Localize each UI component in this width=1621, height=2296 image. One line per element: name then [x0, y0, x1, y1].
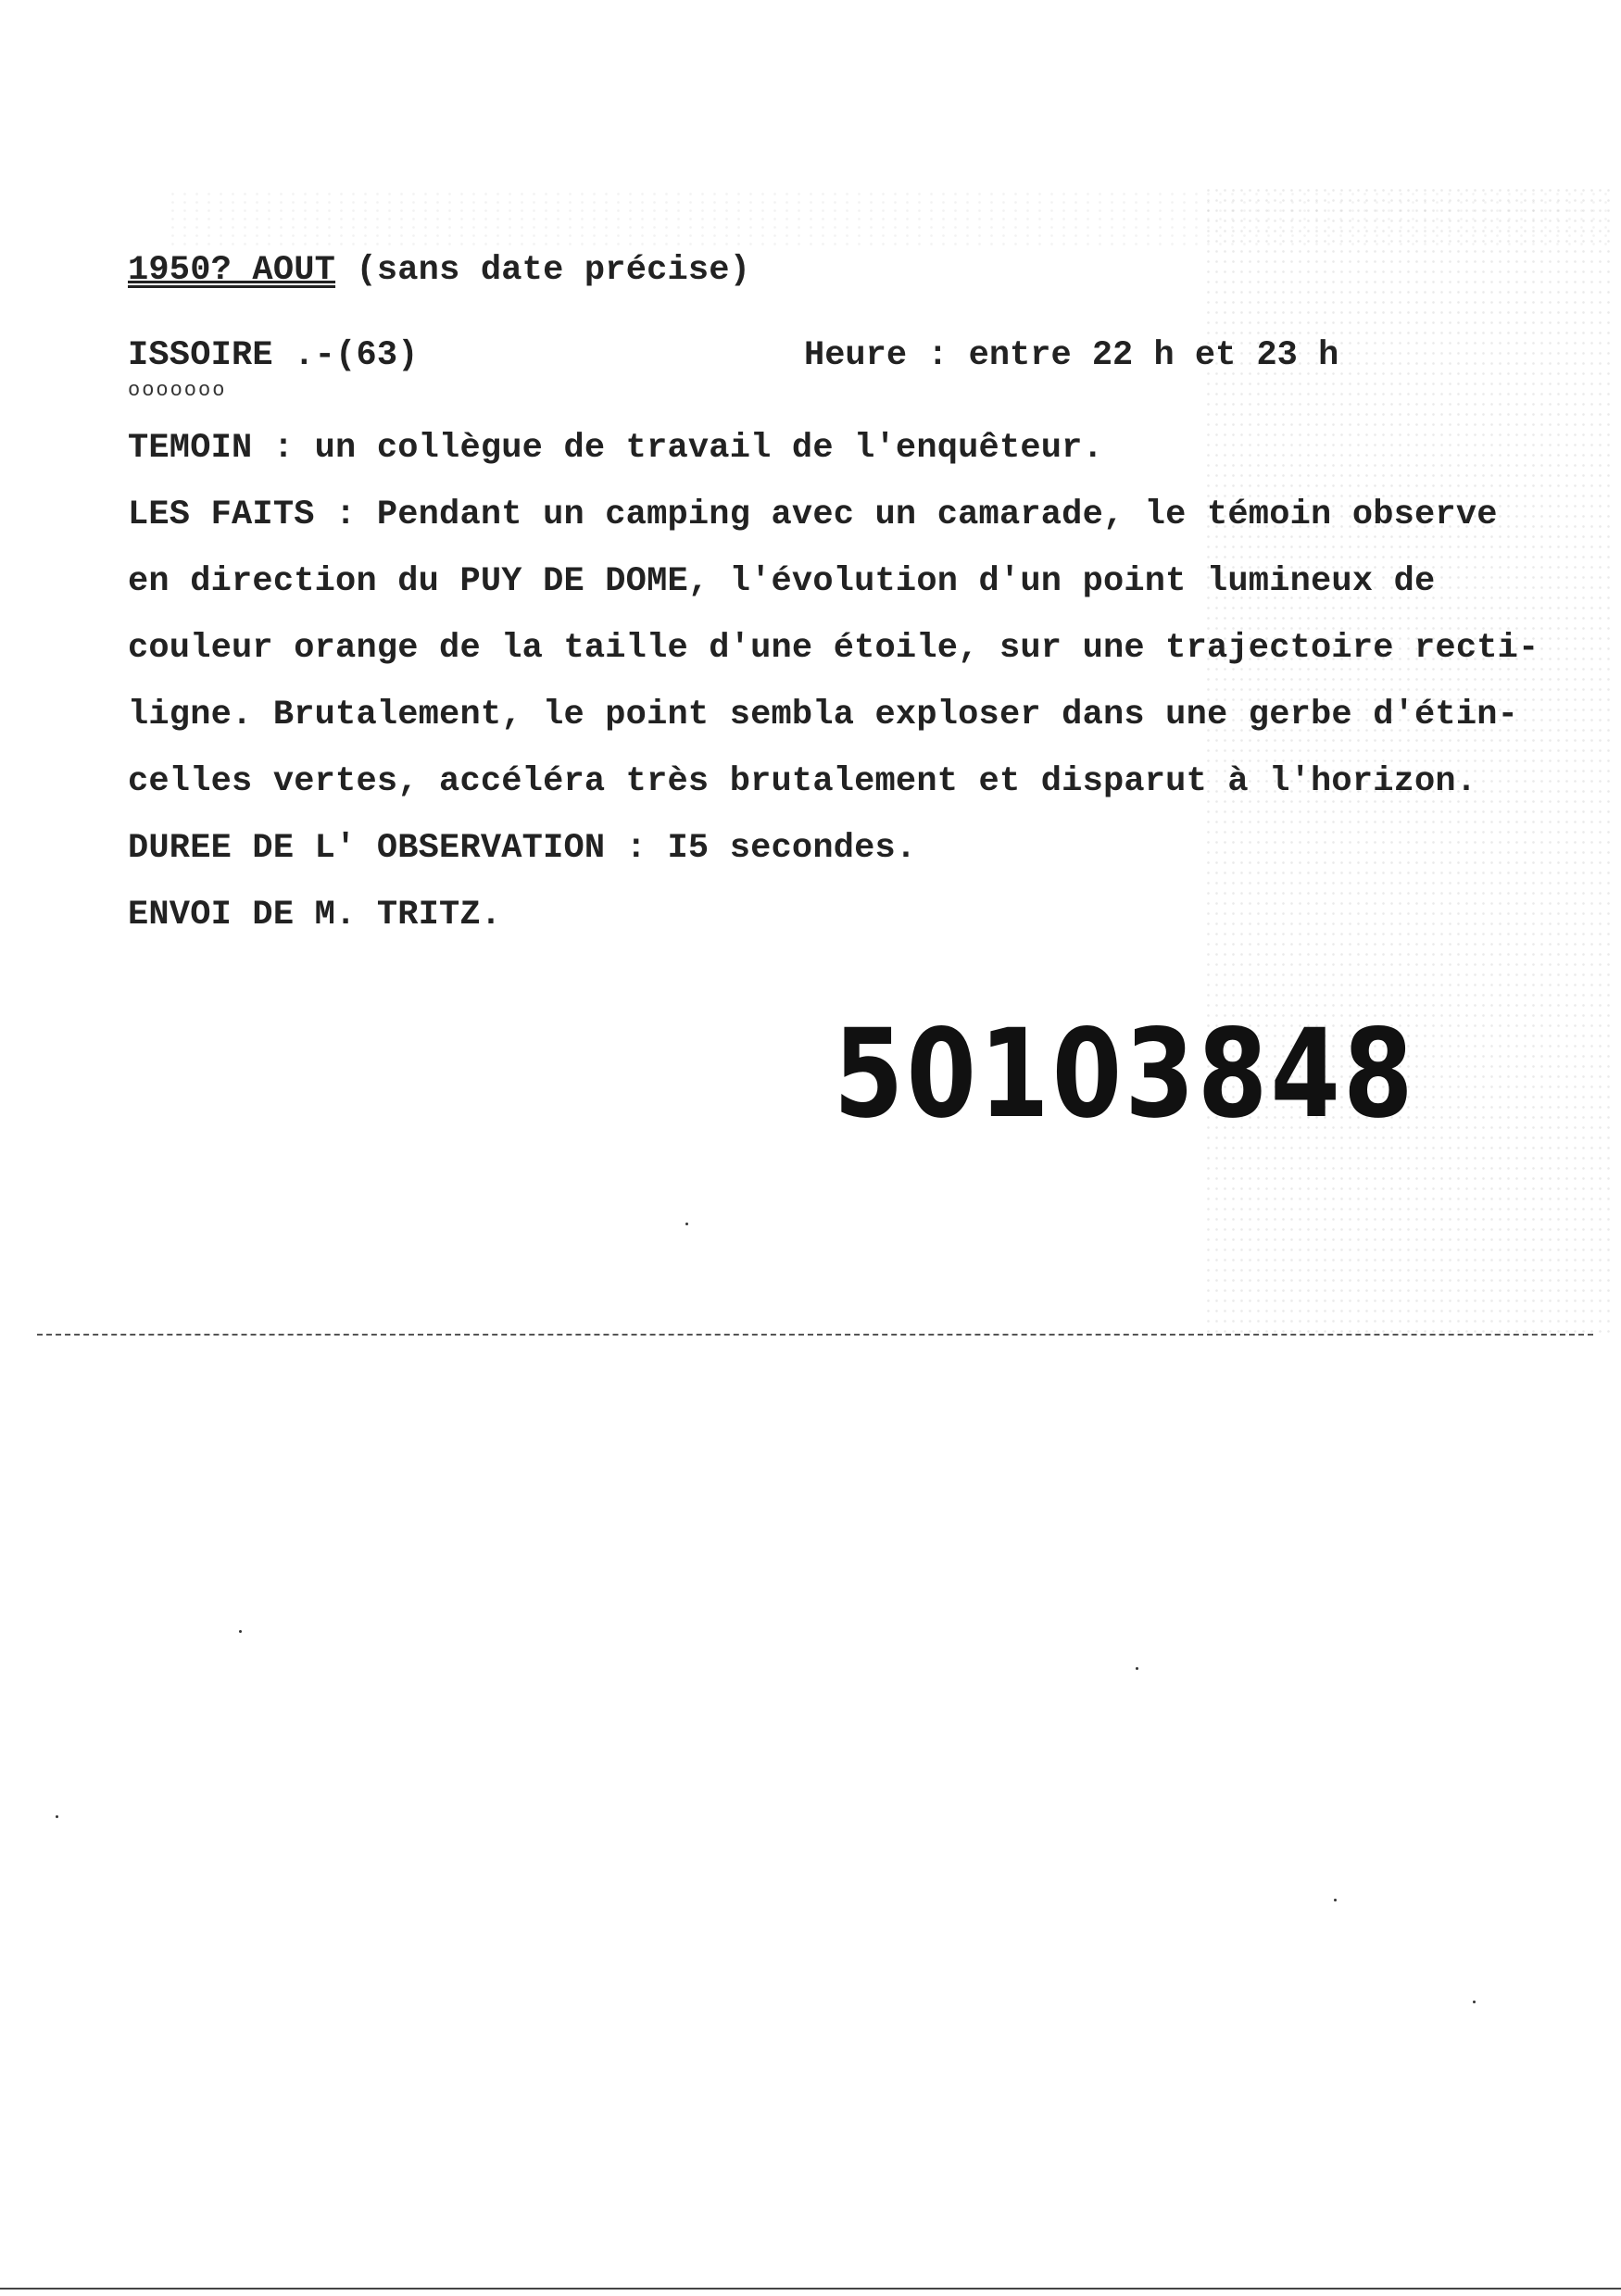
- place-marker: ooooooo: [128, 379, 227, 402]
- scan-dot: [56, 1815, 58, 1818]
- facts-line: LES FAITS : Pendant un camping avec un camarade, le témoin observe: [128, 496, 1498, 534]
- scan-dot: [239, 1630, 242, 1633]
- place-line: ISSOIRE .-(63): [128, 336, 419, 375]
- scan-dot: [1136, 1667, 1138, 1670]
- date-line: [128, 250, 750, 291]
- scan-dot: [685, 1223, 688, 1225]
- date-prefix: 1950? AOUT: [128, 251, 336, 290]
- card-edge-divider: [37, 1334, 1593, 1336]
- facts-line: en direction du PUY DE DOME, l'évolution d'un point lumineux de: [128, 562, 1436, 601]
- sender-line: ENVOI DE M. TRITZ.: [128, 896, 502, 935]
- duration-line: DUREE DE L' OBSERVATION : I5 secondes.: [128, 829, 917, 868]
- facts-line: couleur orange de la taille d'une étoile, sur une trajectoire recti-: [128, 629, 1539, 668]
- facts-line: ligne. Brutalement, le point sembla exploser dans une gerbe d'étin-: [128, 696, 1519, 734]
- scan-dot: [1334, 1899, 1337, 1901]
- stamped-number: 50103848: [834, 1003, 1416, 1146]
- page-bottom-rule: [0, 2288, 1621, 2290]
- date-note: (sans date précise): [335, 251, 751, 290]
- hour-line: Heure : entre 22 h et 23 h: [804, 336, 1339, 375]
- witness-line: TEMOIN : un collègue de travail de l'enquêteur.: [128, 429, 1103, 468]
- scan-dot: [1473, 2001, 1476, 2003]
- facts-line: celles vertes, accéléra très brutalement et disparut à l'horizon.: [128, 762, 1477, 801]
